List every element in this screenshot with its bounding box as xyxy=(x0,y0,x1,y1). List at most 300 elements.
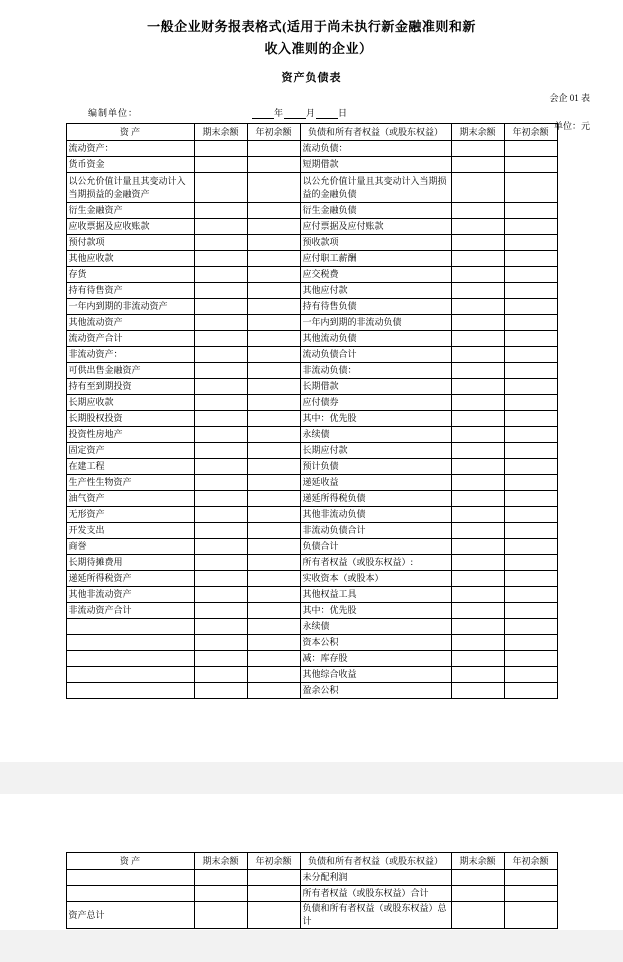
col-asset-beginning: 年初余额 xyxy=(247,124,300,141)
table-row xyxy=(66,283,557,299)
table-row xyxy=(66,395,557,411)
date-line xyxy=(252,106,348,119)
asset-item-label: 开发支出 xyxy=(66,523,194,539)
liability-item-label: 应付票据及应付账款 xyxy=(300,219,451,235)
liability-item-label: 减：库存股 xyxy=(300,651,451,667)
liability-ending-balance-cell[interactable] xyxy=(451,886,504,902)
liability-item-label: 所有者权益（或股东权益）: xyxy=(300,555,451,571)
asset-ending-balance-cell[interactable] xyxy=(194,491,247,507)
balance-sheet-table xyxy=(66,123,558,699)
table-row xyxy=(66,173,557,203)
liability-ending-balance-cell[interactable] xyxy=(451,491,504,507)
asset-item-label: 油气资产 xyxy=(66,491,194,507)
table-row xyxy=(66,603,557,619)
asset-beginning-balance-cell[interactable] xyxy=(247,315,300,331)
asset-item-label: 一年内到期的非流动资产 xyxy=(66,299,194,315)
month-blank[interactable] xyxy=(284,108,306,119)
doc-title-line2: 收入准则的企业） xyxy=(264,41,373,56)
asset-ending-balance-cell[interactable] xyxy=(194,523,247,539)
liability-item-label: 长期应付款 xyxy=(300,443,451,459)
liability-beginning-balance-cell[interactable] xyxy=(504,427,557,443)
liability-item-label: 实收资本（或股本） xyxy=(300,571,451,587)
col-asset-ending: 期末余额 xyxy=(194,124,247,141)
asset-ending-balance-cell[interactable] xyxy=(194,902,247,929)
col-liab-ending-2: 期末余额 xyxy=(451,853,504,870)
liability-ending-balance-cell[interactable] xyxy=(451,635,504,651)
liability-item-label: 其他应付款 xyxy=(300,283,451,299)
liability-beginning-balance-cell[interactable] xyxy=(504,141,557,157)
page-break-band-top xyxy=(0,762,623,794)
liability-ending-balance-cell[interactable] xyxy=(451,411,504,427)
liability-item-label: 递延收益 xyxy=(300,475,451,491)
liability-item-label: 应付债券 xyxy=(300,395,451,411)
table-row xyxy=(66,619,557,635)
table-row xyxy=(66,363,557,379)
liability-beginning-balance-cell[interactable] xyxy=(504,203,557,219)
table-row xyxy=(66,667,557,683)
report-subtitle: 资产负债表 xyxy=(281,72,342,84)
liability-ending-balance-cell[interactable] xyxy=(451,459,504,475)
asset-beginning-balance-cell[interactable] xyxy=(247,619,300,635)
liability-beginning-balance-cell[interactable] xyxy=(504,443,557,459)
liability-beginning-balance-cell[interactable] xyxy=(504,870,557,886)
balance-sheet-table-continued xyxy=(66,852,558,929)
col-asset-ending-2: 期末余额 xyxy=(194,853,247,870)
liability-ending-balance-cell[interactable] xyxy=(451,379,504,395)
prepared-by-label: 编制单位： xyxy=(88,108,139,118)
continuation-table-body xyxy=(66,870,557,929)
liability-item-label: 其他流动负债 xyxy=(300,331,451,347)
liability-item-label: 短期借款 xyxy=(300,157,451,173)
liability-item-label: 一年内到期的非流动负债 xyxy=(300,315,451,331)
asset-beginning-balance-cell[interactable] xyxy=(247,141,300,157)
table-row xyxy=(66,683,557,699)
asset-ending-balance-cell[interactable] xyxy=(194,635,247,651)
asset-ending-balance-cell[interactable] xyxy=(194,299,247,315)
liability-item-label: 永续债 xyxy=(300,619,451,635)
liability-item-label: 应付职工薪酬 xyxy=(300,251,451,267)
asset-ending-balance-cell[interactable] xyxy=(194,395,247,411)
liability-beginning-balance-cell[interactable] xyxy=(504,651,557,667)
asset-ending-balance-cell[interactable] xyxy=(194,315,247,331)
table-row xyxy=(66,299,557,315)
asset-beginning-balance-cell[interactable] xyxy=(247,902,300,929)
liability-item-label: 长期借款 xyxy=(300,379,451,395)
liability-beginning-balance-cell[interactable] xyxy=(504,475,557,491)
liability-item-label: 预收款项 xyxy=(300,235,451,251)
asset-item-label: 无形资产 xyxy=(66,507,194,523)
liability-ending-balance-cell[interactable] xyxy=(451,571,504,587)
year-blank[interactable] xyxy=(252,108,274,119)
col-asset-beginning-2: 年初余额 xyxy=(247,853,300,870)
table-row xyxy=(66,267,557,283)
asset-item-label: 长期应收款 xyxy=(66,395,194,411)
asset-ending-balance-cell[interactable] xyxy=(194,141,247,157)
liability-beginning-balance-cell[interactable] xyxy=(504,267,557,283)
asset-beginning-balance-cell[interactable] xyxy=(247,555,300,571)
asset-beginning-balance-cell[interactable] xyxy=(247,635,300,651)
asset-beginning-balance-cell[interactable] xyxy=(247,571,300,587)
asset-ending-balance-cell[interactable] xyxy=(194,683,247,699)
asset-ending-balance-cell[interactable] xyxy=(194,427,247,443)
asset-item-label: 其他流动资产 xyxy=(66,315,194,331)
liability-ending-balance-cell[interactable] xyxy=(451,157,504,173)
liability-beginning-balance-cell[interactable] xyxy=(504,555,557,571)
liability-item-label: 预计负债 xyxy=(300,459,451,475)
liability-item-label: 负债合计 xyxy=(300,539,451,555)
month-label: 月 xyxy=(306,108,317,118)
asset-ending-balance-cell[interactable] xyxy=(194,870,247,886)
asset-beginning-balance-cell[interactable] xyxy=(247,427,300,443)
liability-item-label: 其他非流动负债 xyxy=(300,507,451,523)
asset-beginning-balance-cell[interactable] xyxy=(247,203,300,219)
asset-item-label xyxy=(66,619,194,635)
liability-ending-balance-cell[interactable] xyxy=(451,427,504,443)
asset-beginning-balance-cell[interactable] xyxy=(247,475,300,491)
liability-ending-balance-cell[interactable] xyxy=(451,443,504,459)
liability-beginning-balance-cell[interactable] xyxy=(504,235,557,251)
col-liab-ending: 期末余额 xyxy=(451,124,504,141)
asset-item-label: 其他非流动资产 xyxy=(66,587,194,603)
liability-ending-balance-cell[interactable] xyxy=(451,219,504,235)
asset-beginning-balance-cell[interactable] xyxy=(247,251,300,267)
liability-beginning-balance-cell[interactable] xyxy=(504,379,557,395)
liability-ending-balance-cell[interactable] xyxy=(451,315,504,331)
asset-item-label: 可供出售金融资产 xyxy=(66,363,194,379)
table-row xyxy=(66,315,557,331)
day-label: 日 xyxy=(338,108,349,118)
asset-item-label: 固定资产 xyxy=(66,443,194,459)
liability-beginning-balance-cell[interactable] xyxy=(504,603,557,619)
liability-item-label: 持有待售负债 xyxy=(300,299,451,315)
liability-ending-balance-cell[interactable] xyxy=(451,235,504,251)
liability-beginning-balance-cell[interactable] xyxy=(504,539,557,555)
day-blank[interactable] xyxy=(316,108,338,119)
asset-ending-balance-cell[interactable] xyxy=(194,603,247,619)
asset-beginning-balance-cell[interactable] xyxy=(247,507,300,523)
liability-item-label: 应交税费 xyxy=(300,267,451,283)
table-row xyxy=(66,587,557,603)
table-row xyxy=(66,475,557,491)
liability-beginning-balance-cell[interactable] xyxy=(504,587,557,603)
asset-beginning-balance-cell[interactable] xyxy=(247,870,300,886)
liability-beginning-balance-cell[interactable] xyxy=(504,363,557,379)
asset-beginning-balance-cell[interactable] xyxy=(247,523,300,539)
liability-beginning-balance-cell[interactable] xyxy=(504,571,557,587)
asset-item-label: 长期股权投资 xyxy=(66,411,194,427)
liability-item-label: 其中：优先股 xyxy=(300,603,451,619)
table-row xyxy=(66,870,557,886)
liability-beginning-balance-cell[interactable] xyxy=(504,157,557,173)
asset-item-label: 投资性房地产 xyxy=(66,427,194,443)
liability-item-label: 其中：优先股 xyxy=(300,411,451,427)
liability-ending-balance-cell[interactable] xyxy=(451,141,504,157)
table-header-row xyxy=(66,124,557,141)
asset-item-label: 衍生金融资产 xyxy=(66,203,194,219)
asset-ending-balance-cell[interactable] xyxy=(194,619,247,635)
asset-ending-balance-cell[interactable] xyxy=(194,379,247,395)
asset-beginning-balance-cell[interactable] xyxy=(247,267,300,283)
col-liability-2: 负债和所有者权益（或股东权益） xyxy=(300,853,451,870)
continuation-table-wrap xyxy=(0,852,623,929)
liability-item-label: 递延所得税负债 xyxy=(300,491,451,507)
liability-ending-balance-cell[interactable] xyxy=(451,587,504,603)
table-row xyxy=(66,427,557,443)
liability-item-label: 以公允价值计量且其变动计入当期损益的金融负债 xyxy=(300,173,451,203)
asset-beginning-balance-cell[interactable] xyxy=(247,603,300,619)
asset-ending-balance-cell[interactable] xyxy=(194,283,247,299)
page-title xyxy=(0,16,623,60)
unit-label: 单位：元 xyxy=(553,121,590,131)
asset-beginning-balance-cell[interactable] xyxy=(247,347,300,363)
liability-ending-balance-cell[interactable] xyxy=(451,603,504,619)
asset-ending-balance-cell[interactable] xyxy=(194,347,247,363)
table-row xyxy=(66,459,557,475)
table-row xyxy=(66,347,557,363)
asset-item-label: 其他应收款 xyxy=(66,251,194,267)
asset-item-label: 货币资金 xyxy=(66,157,194,173)
page-break-band-bottom xyxy=(0,930,623,962)
table-row xyxy=(66,157,557,173)
liability-ending-balance-cell[interactable] xyxy=(451,267,504,283)
table-row xyxy=(66,555,557,571)
asset-beginning-balance-cell[interactable] xyxy=(247,886,300,902)
asset-item-label xyxy=(66,635,194,651)
liability-beginning-balance-cell[interactable] xyxy=(504,219,557,235)
liability-item-label: 流动负债合计 xyxy=(300,347,451,363)
asset-ending-balance-cell[interactable] xyxy=(194,507,247,523)
liability-ending-balance-cell[interactable] xyxy=(451,299,504,315)
asset-item-label xyxy=(66,870,194,886)
asset-ending-balance-cell[interactable] xyxy=(194,587,247,603)
liability-beginning-balance-cell[interactable] xyxy=(504,523,557,539)
asset-beginning-balance-cell[interactable] xyxy=(247,235,300,251)
liability-beginning-balance-cell[interactable] xyxy=(504,251,557,267)
liability-item-label: 负债和所有者权益（或股东权益）总计 xyxy=(300,902,451,929)
liability-ending-balance-cell[interactable] xyxy=(451,251,504,267)
asset-item-label: 预付款项 xyxy=(66,235,194,251)
meta-row xyxy=(0,91,623,104)
asset-beginning-balance-cell[interactable] xyxy=(247,459,300,475)
asset-ending-balance-cell[interactable] xyxy=(194,886,247,902)
asset-item-label: 流动资产合计 xyxy=(66,331,194,347)
liability-item-label: 其他权益工具 xyxy=(300,587,451,603)
doc-title-line1: 一般企业财务报表格式(适用于尚未执行新金融准则和新 xyxy=(147,19,476,34)
balance-sheet-table-wrap xyxy=(0,123,623,699)
asset-beginning-balance-cell[interactable] xyxy=(247,587,300,603)
asset-item-label: 非流动资产： xyxy=(66,347,194,363)
asset-ending-balance-cell[interactable] xyxy=(194,219,247,235)
liability-beginning-balance-cell[interactable] xyxy=(504,902,557,929)
table-row xyxy=(66,203,557,219)
table-row xyxy=(66,651,557,667)
liability-ending-balance-cell[interactable] xyxy=(451,555,504,571)
liability-ending-balance-cell[interactable] xyxy=(451,395,504,411)
table-row xyxy=(66,886,557,902)
form-code: 会企 01 表 xyxy=(549,93,590,103)
col-asset: 资 产 xyxy=(66,124,194,141)
table-body xyxy=(66,141,557,699)
liability-ending-balance-cell[interactable] xyxy=(451,539,504,555)
asset-item-label xyxy=(66,683,194,699)
table-row xyxy=(66,251,557,267)
table-row xyxy=(66,491,557,507)
liability-ending-balance-cell[interactable] xyxy=(451,475,504,491)
liability-item-label: 非流动负债： xyxy=(300,363,451,379)
asset-ending-balance-cell[interactable] xyxy=(194,203,247,219)
liability-item-label: 非流动负债合计 xyxy=(300,523,451,539)
liability-beginning-balance-cell[interactable] xyxy=(504,683,557,699)
asset-ending-balance-cell[interactable] xyxy=(194,157,247,173)
table-row xyxy=(66,443,557,459)
table-row xyxy=(66,635,557,651)
asset-item-label: 应收票据及应收账款 xyxy=(66,219,194,235)
liability-item-label: 衍生金融负债 xyxy=(300,203,451,219)
liability-beginning-balance-cell[interactable] xyxy=(504,411,557,427)
liability-beginning-balance-cell[interactable] xyxy=(504,395,557,411)
liability-ending-balance-cell[interactable] xyxy=(451,667,504,683)
asset-beginning-balance-cell[interactable] xyxy=(247,283,300,299)
liability-beginning-balance-cell[interactable] xyxy=(504,315,557,331)
asset-item-label: 以公允价值计量且其变动计入当期损益的金融资产 xyxy=(66,173,194,203)
liability-beginning-balance-cell[interactable] xyxy=(504,347,557,363)
liability-beginning-balance-cell[interactable] xyxy=(504,459,557,475)
asset-ending-balance-cell[interactable] xyxy=(194,173,247,203)
asset-beginning-balance-cell[interactable] xyxy=(247,491,300,507)
liability-item-label: 永续债 xyxy=(300,427,451,443)
liability-item-label: 流动负债： xyxy=(300,141,451,157)
liability-item-label: 所有者权益（或股东权益）合计 xyxy=(300,886,451,902)
table-row xyxy=(66,235,557,251)
liability-ending-balance-cell[interactable] xyxy=(451,283,504,299)
liability-beginning-balance-cell[interactable] xyxy=(504,886,557,902)
table-row xyxy=(66,219,557,235)
liability-ending-balance-cell[interactable] xyxy=(451,651,504,667)
table-row xyxy=(66,141,557,157)
liability-ending-balance-cell[interactable] xyxy=(451,523,504,539)
liability-item-label: 盈余公积 xyxy=(300,683,451,699)
asset-ending-balance-cell[interactable] xyxy=(194,571,247,587)
table-row xyxy=(66,523,557,539)
asset-beginning-balance-cell[interactable] xyxy=(247,379,300,395)
table-row xyxy=(66,571,557,587)
liability-beginning-balance-cell[interactable] xyxy=(504,299,557,315)
asset-beginning-balance-cell[interactable] xyxy=(247,395,300,411)
liability-item-label: 资本公积 xyxy=(300,635,451,651)
liability-ending-balance-cell[interactable] xyxy=(451,902,504,929)
liability-beginning-balance-cell[interactable] xyxy=(504,619,557,635)
liability-beginning-balance-cell[interactable] xyxy=(504,491,557,507)
liability-ending-balance-cell[interactable] xyxy=(451,331,504,347)
liability-ending-balance-cell[interactable] xyxy=(451,507,504,523)
liability-ending-balance-cell[interactable] xyxy=(451,870,504,886)
liability-beginning-balance-cell[interactable] xyxy=(504,331,557,347)
asset-ending-balance-cell[interactable] xyxy=(194,651,247,667)
asset-item-label: 生产性生物资产 xyxy=(66,475,194,491)
asset-item-label: 资产总计 xyxy=(66,902,194,929)
asset-item-label: 递延所得税资产 xyxy=(66,571,194,587)
asset-item-label: 持有至到期投资 xyxy=(66,379,194,395)
asset-item-label: 持有待售资产 xyxy=(66,283,194,299)
table-header xyxy=(66,124,557,141)
col-asset-2: 资 产 xyxy=(66,853,194,870)
liability-beginning-balance-cell[interactable] xyxy=(504,635,557,651)
table-row xyxy=(66,539,557,555)
col-liab-beginning: 年初余额 xyxy=(504,124,557,141)
asset-beginning-balance-cell[interactable] xyxy=(247,299,300,315)
liability-beginning-balance-cell[interactable] xyxy=(504,507,557,523)
continuation-header-row xyxy=(66,853,557,870)
liability-ending-balance-cell[interactable] xyxy=(451,363,504,379)
asset-beginning-balance-cell[interactable] xyxy=(247,331,300,347)
asset-ending-balance-cell[interactable] xyxy=(194,667,247,683)
asset-item-label: 流动资产： xyxy=(66,141,194,157)
liability-item-label: 其他综合收益 xyxy=(300,667,451,683)
asset-beginning-balance-cell[interactable] xyxy=(247,667,300,683)
asset-item-label xyxy=(66,667,194,683)
col-liability: 负债和所有者权益（或股东权益） xyxy=(300,124,451,141)
asset-beginning-balance-cell[interactable] xyxy=(247,683,300,699)
liability-ending-balance-cell[interactable] xyxy=(451,173,504,203)
asset-ending-balance-cell[interactable] xyxy=(194,235,247,251)
asset-beginning-balance-cell[interactable] xyxy=(247,651,300,667)
liability-beginning-balance-cell[interactable] xyxy=(504,173,557,203)
liability-ending-balance-cell[interactable] xyxy=(451,347,504,363)
asset-ending-balance-cell[interactable] xyxy=(194,267,247,283)
asset-item-label: 存货 xyxy=(66,267,194,283)
asset-item-label xyxy=(66,886,194,902)
liability-item-label: 未分配利润 xyxy=(300,870,451,886)
meta-row-2 xyxy=(0,106,623,131)
table-row xyxy=(66,902,557,929)
asset-ending-balance-cell[interactable] xyxy=(194,539,247,555)
asset-ending-balance-cell[interactable] xyxy=(194,555,247,571)
asset-ending-balance-cell[interactable] xyxy=(194,443,247,459)
asset-beginning-balance-cell[interactable] xyxy=(247,157,300,173)
liability-beginning-balance-cell[interactable] xyxy=(504,667,557,683)
asset-item-label: 长期待摊费用 xyxy=(66,555,194,571)
col-liab-beginning-2: 年初余额 xyxy=(504,853,557,870)
table-row xyxy=(66,331,557,347)
title-block xyxy=(0,0,623,85)
asset-beginning-balance-cell[interactable] xyxy=(247,443,300,459)
asset-item-label: 非流动资产合计 xyxy=(66,603,194,619)
asset-beginning-balance-cell[interactable] xyxy=(247,363,300,379)
table-row xyxy=(66,411,557,427)
table-row xyxy=(66,379,557,395)
asset-ending-balance-cell[interactable] xyxy=(194,475,247,491)
liability-ending-balance-cell[interactable] xyxy=(451,683,504,699)
continuation-table-header xyxy=(66,853,557,870)
liability-beginning-balance-cell[interactable] xyxy=(504,283,557,299)
asset-beginning-balance-cell[interactable] xyxy=(247,411,300,427)
table-row xyxy=(66,507,557,523)
asset-ending-balance-cell[interactable] xyxy=(194,459,247,475)
asset-ending-balance-cell[interactable] xyxy=(194,363,247,379)
asset-beginning-balance-cell[interactable] xyxy=(247,539,300,555)
asset-ending-balance-cell[interactable] xyxy=(194,251,247,267)
liability-ending-balance-cell[interactable] xyxy=(451,203,504,219)
asset-ending-balance-cell[interactable] xyxy=(194,331,247,347)
asset-item-label xyxy=(66,651,194,667)
asset-beginning-balance-cell[interactable] xyxy=(247,173,300,203)
asset-item-label: 在建工程 xyxy=(66,459,194,475)
asset-beginning-balance-cell[interactable] xyxy=(247,219,300,235)
year-label: 年 xyxy=(274,108,285,118)
asset-item-label: 商誉 xyxy=(66,539,194,555)
asset-ending-balance-cell[interactable] xyxy=(194,411,247,427)
liability-ending-balance-cell[interactable] xyxy=(451,619,504,635)
